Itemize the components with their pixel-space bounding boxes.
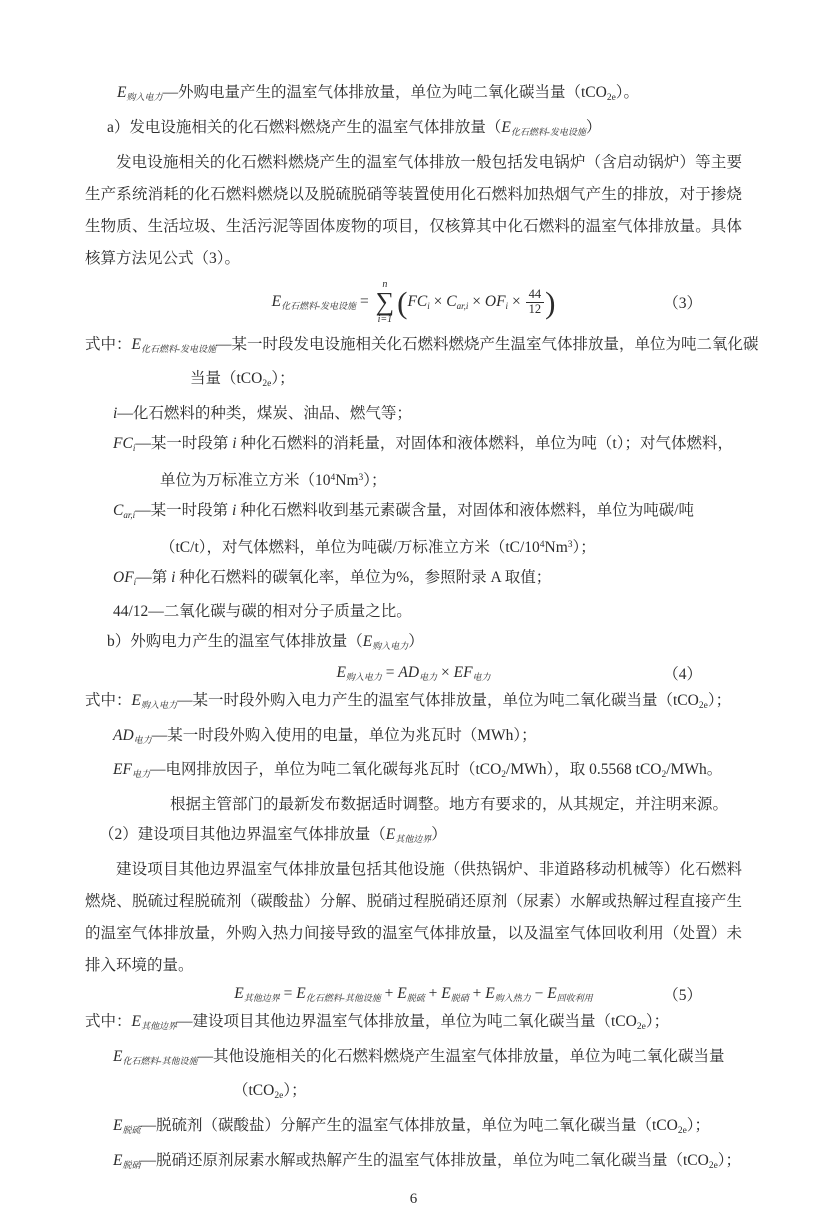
def-car: $C_{ar,i}—$某一时段第 i 种化石燃料收到基元素碳含量，对固体和液体燃料，单位为吨碳/吨	[113, 501, 694, 520]
formula-5-number: （5）	[663, 987, 702, 1005]
where-5: 式中：$E_{其他边界}—$建设项目其他边界温室气体排放量，单位为吨二氧化碳当量（tCO$_{2e}$）；	[85, 1012, 670, 1032]
formula-5	[85, 982, 742, 1007]
intro-def-e-purchased-power: $E_{购入电力}—$外购电量产生的温室气体排放量，单位为吨二氧化碳当量（tCO$_{2e}$）。	[117, 84, 640, 103]
formula-3-number: （3）	[663, 295, 702, 313]
para-power-facilities: 发电设施相关的化石燃料燃烧产生的温室气体排放一般包括发电锅炉（含启动锅炉）等主要生产系统消耗的化石燃料燃烧以及脱硫脱硝等装置使用化石燃料加热烟气产生的排放，对于掺烧生物质、生活垃圾、生活污泥等固体废物的项目，仅核算其中化石燃料的温室气体排放量。具体核算方法见公式（3）。	[85, 154, 742, 267]
heading-a: a）发电设施相关的化石燃料燃烧产生的温室气体排放量$(E_{化石燃料-发电设施})$	[107, 119, 602, 137]
fraction: $\frac{44}{12}$	[526, 288, 545, 317]
formula-4-body: $E_{购入电力} = AD_{电力} \times EF_{电力}$	[336, 663, 491, 682]
def-ef-cont: 根据主管部门的最新发布数据适时调整。地方有要求的，从其规定，并注明来源。	[170, 795, 729, 813]
def-e-fossil-other: $E_{化石燃料-其他设施}—$其他设施相关的化石燃料燃烧产生温室气体排放量，单位为吨二氧化碳当量	[113, 1047, 725, 1066]
para-other-boundary: 建设项目其他边界温室气体排放量包括其他设施（供热锅炉、非道路移动机械等）化石燃料燃烧、脱硫过程脱硫剂（碳酸盐）分解、脱硝过程脱硝还原剂（尿素）水解或热解过程直接产生的温室气体排放量，外购入热力间接导致的温室气体排放量，以及温室气体回收利用（处置）未排入环境的量。	[85, 860, 742, 974]
heading-2: （2）建设项目其他边界温室气体排放量$(E_{其他边界})$	[99, 825, 447, 844]
def-ratio-44-12: 44/12—二氧化碳与碳的相对分子质量之比。	[113, 602, 412, 620]
def-e-denitration: $E_{脱硝}—$脱硝还原剂尿素水解或热解产生的温室气体排放量，单位为吨二氧化碳当量（tCO$_{2e}$）；	[113, 1151, 742, 1171]
def-fc-cont: 单位为万标准立方米$(10^4Nm^3)$；	[160, 471, 387, 489]
def-of: $OF_i—$第 i 种化石燃料的碳氧化率，单位为%，参照附录 A 取值；	[113, 568, 552, 587]
formula-4	[85, 661, 742, 686]
formula-5-body: $E_{其他边界} = E_{化石燃料-其他设施} + E_{脱硫} + E_{脱硝} + E_{购入热力} - E_{回收利用}$	[234, 984, 593, 1003]
def-e-fossil-other-cont: （tCO$_{2e}$）；	[233, 1081, 307, 1101]
where-3-cont: 当量（tCO$_{2e}$）；	[190, 369, 295, 389]
where-4: 式中：$E_{购入电力}—$某一时段外购入电力产生的温室气体排放量，单位为吨二氧化碳当量（tCO$_{2e}$）；	[85, 691, 732, 711]
where-3: 式中：$E_{化石燃料-发电设施}—$某一时段发电设施相关化石燃料燃烧产生温室气体排放量，单位为吨二氧化碳	[85, 335, 759, 354]
page-number: 6	[409, 1190, 418, 1207]
heading-b: b）外购电力产生的温室气体排放量$(E_{购入电力})$	[107, 632, 424, 651]
def-fuel-type: i—化石燃料的种类，煤炭、油品、燃气等；	[113, 404, 412, 422]
def-car-cont: （tC/t），对气体燃料，单位为吨碳/万标准立方米$(tC/10^4Nm^3)$；	[160, 538, 596, 556]
formula-3-body: $E_{化石燃料-发电设施}$ = n ∑ i=1 ($FC_i \times C_{ar,i} \times OF_i$ × $\frac{44}{12}$ )	[271, 279, 556, 325]
sum-operator: n ∑ i=1	[375, 279, 395, 325]
formula-4-number: （4）	[663, 666, 702, 684]
def-ef: $EF_{电力}—$电网排放因子，单位为吨二氧化碳每兆瓦时（tCO$_2$/MWh），取 0.5568 tCO$_2$/MWh。	[113, 760, 723, 780]
def-ad: $AD_{电力}—$某一时段外购入使用的电量，单位为兆瓦时（MWh）；	[113, 726, 537, 745]
def-e-desulfurization: $E_{脱硫}—$脱硫剂（碳酸盐）分解产生的温室气体排放量，单位为吨二氧化碳当量（tCO$_{2e}$）；	[113, 1116, 711, 1136]
def-fc: $FC_i—$某一时段第 i 种化石燃料的消耗量，对固体和液体燃料，单位为吨（t）；对气体燃料，	[113, 434, 733, 453]
formula-3	[85, 275, 742, 330]
